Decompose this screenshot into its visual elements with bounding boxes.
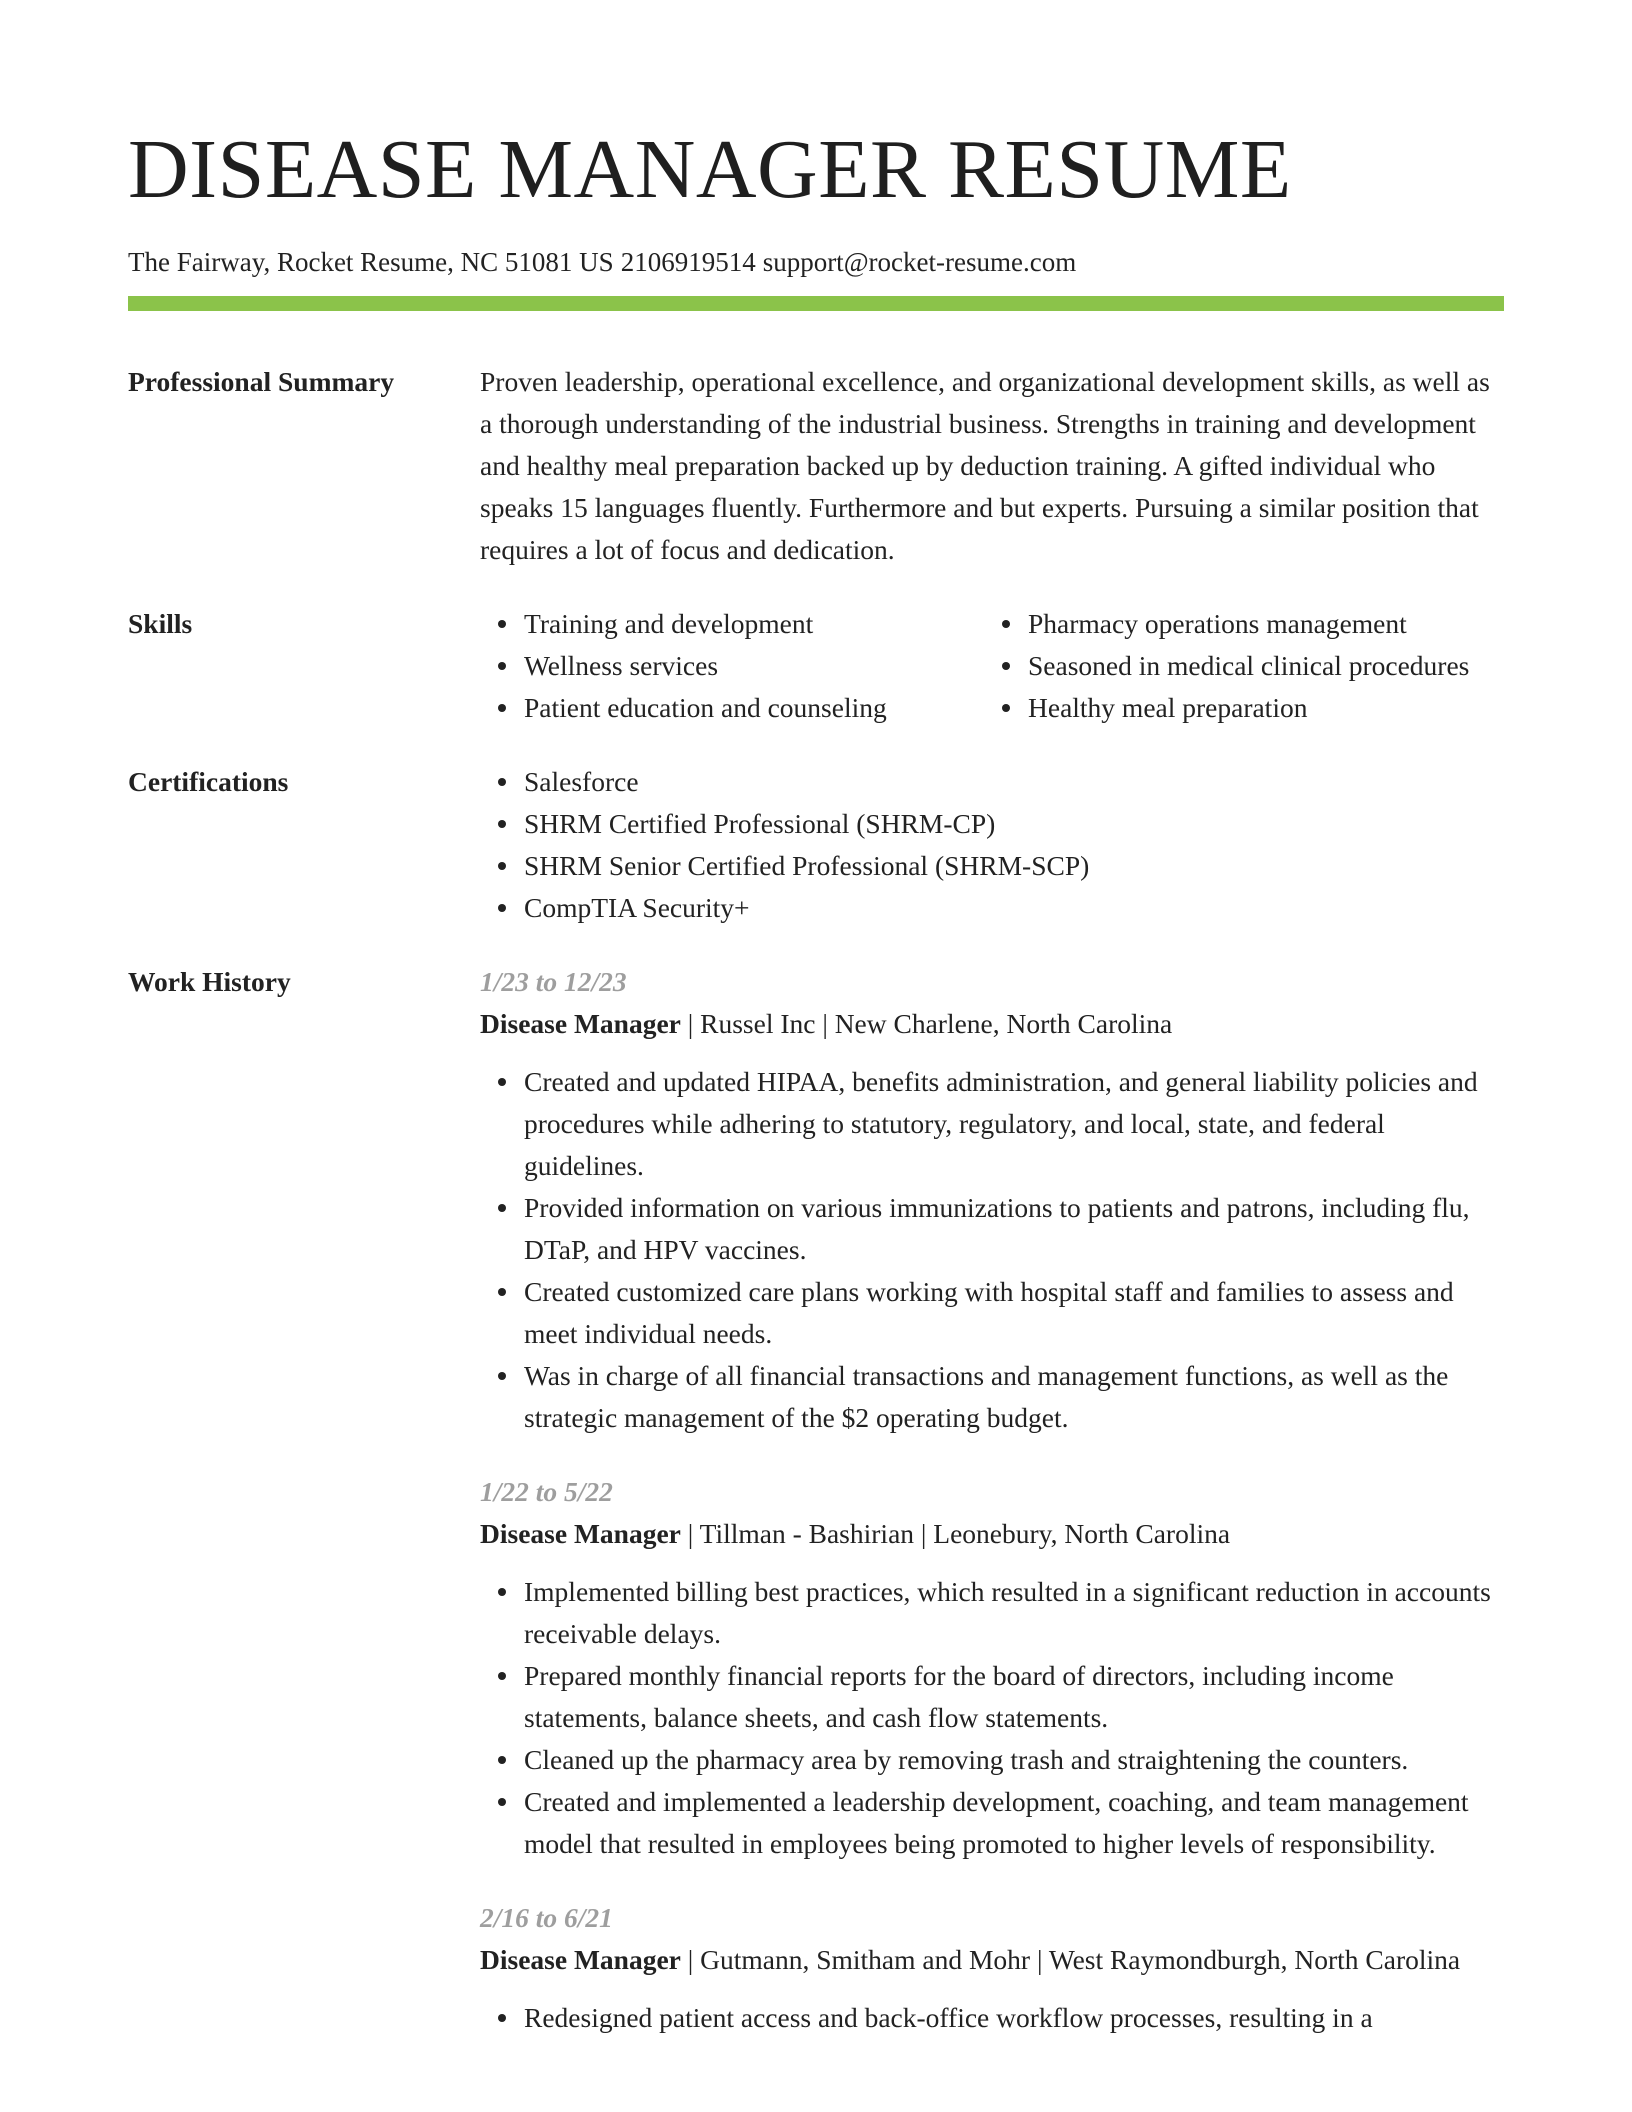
header-divider [128,296,1504,311]
job-employer-location: | Gutmann, Smitham and Mohr | West Raymondburgh, North Carolina [680,1944,1461,1975]
job-bullets [480,1571,1504,1865]
job-dates: 1/23 to 12/23 [480,966,627,997]
job-title: Disease Manager [480,1944,681,1975]
job-bullets [480,1061,1504,1439]
contact-line [128,244,1504,280]
summary-text: Proven leadership, operational excellence, and organizational development skills, as well as a thorough understanding of the industrial business. Strengths in training and development and healthy meal preparation backed up by deduction training. A gifted individual who speaks 15 languages fluently. Furthermore and but experts. Pursuing a similar position that requires a lot of focus and dedication. [480,366,1490,565]
job-heading [480,1939,1504,1981]
job-entry [480,1897,1504,2039]
section-certifications [128,761,1504,929]
section-label-certifications: Certifications [128,766,289,797]
job-entry [480,961,1504,1439]
contact-address: The Fairway, Rocket Resume, NC 51081 US [128,247,614,277]
job-bullet: Implemented billing best practices, which resulted in a significant reduction in accounts receivable delays. [524,1571,1504,1655]
job-bullet: Provided information on various immunizations to patients and patrons, including flu, DTaP, and HPV vaccines. [524,1187,1504,1271]
job-dates: 2/16 to 6/21 [480,1902,613,1933]
certification-item: SHRM Certified Professional (SHRM-CP) [524,803,1504,845]
job-employer-location: | Tillman - Bashirian | Leonebury, North Carolina [680,1518,1231,1549]
skill-item: Wellness services [524,645,984,687]
skill-item: Training and development [524,603,984,645]
job-bullet: Prepared monthly financial reports for the board of directors, including income statements, balance sheets, and cash flow statements. [524,1655,1504,1739]
skill-item: Healthy meal preparation [1028,687,1469,729]
contact-phone: 2106919514 [620,247,756,277]
skills-list-right [984,603,1469,729]
section-label-summary: Professional Summary [128,366,395,397]
job-bullets [480,1997,1504,2039]
skill-item: Pharmacy operations management [1028,603,1469,645]
job-title: Disease Manager [480,1008,681,1039]
job-entry [480,1471,1504,1865]
job-title: Disease Manager [480,1518,681,1549]
job-dates: 1/22 to 5/22 [480,1476,613,1507]
work-history-body [480,961,1504,2039]
certification-item: SHRM Senior Certified Professional (SHRM-SCP) [524,845,1504,887]
contact-email[interactable]: support@rocket-resume.com [762,247,1077,277]
job-bullet: Created customized care plans working with hospital staff and families to assess and meet individual needs. [524,1271,1504,1355]
resume-page [128,0,1504,2039]
section-label-skills: Skills [128,608,193,639]
certification-item: CompTIA Security+ [524,887,1504,929]
job-bullet: Was in charge of all financial transactions and management functions, as well as the strategic management of the $2 operating budget. [524,1355,1504,1439]
skills-grid [480,603,1504,729]
certification-item: Salesforce [524,761,1504,803]
section-label-work-history: Work History [128,966,291,997]
job-bullet: Created and updated HIPAA, benefits administration, and general liability policies and procedures while adhering to statutory, regulatory, and local, state, and federal guidelines. [524,1061,1504,1187]
resume-title: DISEASE MANAGER RESUME [128,123,1292,216]
certifications-body [480,761,1504,929]
skill-item: Patient education and counseling [524,687,984,729]
section-summary [128,361,1504,571]
skills-list-left [480,603,984,729]
job-bullet: Redesigned patient access and back-office workflow processes, resulting in a [524,1997,1504,2039]
job-heading [480,1513,1504,1555]
skill-item: Seasoned in medical clinical procedures [1028,645,1469,687]
job-bullet: Created and implemented a leadership development, coaching, and team management model that resulted in employees being promoted to higher levels of responsibility. [524,1781,1504,1865]
job-heading [480,1003,1504,1045]
certifications-list [480,761,1504,929]
job-bullet: Cleaned up the pharmacy area by removing trash and straightening the counters. [524,1739,1504,1781]
section-work-history [128,961,1504,2039]
job-employer-location: | Russel Inc | New Charlene, North Carolina [680,1008,1173,1039]
section-skills [128,603,1504,729]
